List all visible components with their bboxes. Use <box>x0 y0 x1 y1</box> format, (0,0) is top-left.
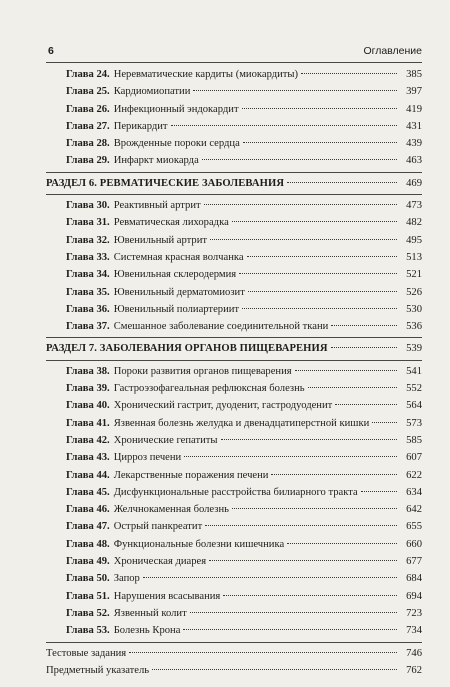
chapter-title: Хроническая диарея <box>113 556 207 568</box>
chapter-label: Глава 52. <box>66 607 110 619</box>
chapter-title: Желчнокаменная болезнь <box>113 504 229 516</box>
chapter-title: Ювенильный артрит <box>113 234 208 246</box>
dot-leader <box>223 594 397 596</box>
chapter-title: Язвенная болезнь желудка и двенадцатиперстной кишки <box>113 417 370 429</box>
toc-chapter-row <box>46 83 422 100</box>
chapter-title: Инфаркт миокарда <box>113 155 199 167</box>
chapter-page: 564 <box>406 400 422 412</box>
chapter-title: Лекарственные поражения печени <box>113 469 269 481</box>
chapter-title: Пороки развития органов пищеварения <box>113 365 292 377</box>
dot-leader <box>287 542 397 544</box>
chapter-page: 431 <box>406 120 422 132</box>
dot-leader <box>204 203 397 205</box>
toc-chapter-row <box>46 484 422 501</box>
toc-section-row <box>46 340 422 357</box>
toc-chapter-row <box>46 397 422 414</box>
section-title: РАЗДЕЛ 7. ЗАБОЛЕВАНИЯ ОРГАНОВ ПИЩЕВАРЕНИЯ <box>46 343 328 355</box>
chapter-page: 536 <box>406 321 422 333</box>
section-page: 539 <box>406 343 422 355</box>
chapter-label: Глава 28. <box>66 138 110 150</box>
dot-leader <box>247 255 397 257</box>
chapter-label: Глава 26. <box>66 103 110 115</box>
section-title: РАЗДЕЛ 6. РЕВМАТИЧЕСКИЕ ЗАБОЛЕВАНИЯ <box>46 177 285 189</box>
dot-leader <box>129 651 397 653</box>
chapter-page: 526 <box>406 286 422 298</box>
chapter-page: 439 <box>406 138 422 150</box>
chapter-page: 684 <box>406 573 422 585</box>
toc-chapter-row <box>46 135 422 152</box>
toc-chapter-row <box>46 380 422 397</box>
toc-chapter-row <box>46 536 422 553</box>
chapter-title: Нарушения всасывания <box>113 590 221 602</box>
dot-leader <box>361 490 397 492</box>
chapter-label: Глава 49. <box>66 556 110 568</box>
dot-leader <box>331 346 397 348</box>
page-number: 6 <box>48 45 54 57</box>
chapter-label: Глава 42. <box>66 434 110 446</box>
chapter-title: Смешанное заболевание соединительной ткани <box>113 321 329 333</box>
toc-chapter-row <box>46 318 422 335</box>
chapter-title: Кардиомиопатии <box>113 86 191 98</box>
chapter-title: Запор <box>113 573 140 585</box>
dot-leader <box>301 72 397 74</box>
dot-leader <box>152 668 397 670</box>
toc-chapter-row <box>46 570 422 587</box>
chapter-label: Глава 37. <box>66 321 110 333</box>
chapter-page: 723 <box>406 607 422 619</box>
chapter-page: 513 <box>406 251 422 263</box>
dot-leader <box>271 473 397 475</box>
chapter-label: Глава 39. <box>66 383 110 395</box>
chapter-page: 419 <box>406 103 422 115</box>
dot-leader <box>232 220 397 222</box>
chapter-title: Функциональные болезни кишечника <box>113 538 285 550</box>
chapter-label: Глава 50. <box>66 573 110 585</box>
chapter-page: 463 <box>406 155 422 167</box>
dot-leader <box>184 455 397 457</box>
toc-section-row <box>46 175 422 192</box>
chapter-page: 521 <box>406 269 422 281</box>
chapter-label: Глава 51. <box>66 590 110 602</box>
toc-chapter-row <box>46 449 422 466</box>
dot-leader <box>183 628 397 630</box>
chapter-title: Хронический гастрит, дуоденит, гастродуоденит <box>113 400 333 412</box>
dot-leader <box>232 507 397 509</box>
chapter-page: 552 <box>406 383 422 395</box>
toc-chapter-row <box>46 284 422 301</box>
toc-chapter-row <box>46 622 422 639</box>
chapter-page: 573 <box>406 417 422 429</box>
dot-leader <box>143 576 397 578</box>
chapter-page: 677 <box>406 556 422 568</box>
toc-chapter-row <box>46 467 422 484</box>
chapter-label: Глава 45. <box>66 486 110 498</box>
dot-leader <box>239 272 397 274</box>
chapter-label: Глава 31. <box>66 217 110 229</box>
chapter-title: Хронические гепатиты <box>113 434 218 446</box>
dot-leader <box>242 307 397 309</box>
toc-chapter-row <box>46 66 422 83</box>
appendix-title: Тестовые задания <box>46 647 127 659</box>
chapter-label: Глава 41. <box>66 417 110 429</box>
chapter-label: Глава 34. <box>66 269 110 281</box>
chapter-title: Цирроз печени <box>113 452 182 464</box>
dot-leader <box>221 438 398 440</box>
dot-leader <box>248 290 397 292</box>
chapter-label: Глава 46. <box>66 504 110 516</box>
chapter-label: Глава 53. <box>66 625 110 637</box>
chapter-page: 585 <box>406 434 422 446</box>
dot-leader <box>193 89 397 91</box>
running-title: Оглавление <box>363 45 422 57</box>
chapter-label: Глава 30. <box>66 200 110 212</box>
chapter-page: 495 <box>406 234 422 246</box>
chapter-title: Перикардит <box>113 120 168 132</box>
chapter-label: Глава 40. <box>66 400 110 412</box>
chapter-label: Глава 27. <box>66 120 110 132</box>
toc-appendix-row <box>46 645 422 662</box>
toc-chapter-row <box>46 249 422 266</box>
chapter-title: Врожденные пороки сердца <box>113 138 240 150</box>
chapter-title: Ювенильный полиартериит <box>113 303 240 315</box>
toc-chapter-row <box>46 415 422 432</box>
toc-chapter-row <box>46 214 422 231</box>
chapter-label: Глава 43. <box>66 452 110 464</box>
chapter-page: 694 <box>406 590 422 602</box>
dot-leader <box>372 421 397 423</box>
chapter-title: Болезнь Крона <box>113 625 181 637</box>
chapter-page: 655 <box>406 521 422 533</box>
chapter-page: 482 <box>406 217 422 229</box>
dot-leader <box>209 559 397 561</box>
chapter-page: 734 <box>406 625 422 637</box>
dot-leader <box>202 158 397 160</box>
toc-chapter-row <box>46 518 422 535</box>
appendix-page: 746 <box>406 647 422 659</box>
dot-leader <box>295 369 397 371</box>
chapter-label: Глава 24. <box>66 69 110 80</box>
toc-chapter-row <box>46 301 422 318</box>
section-rule <box>46 642 422 643</box>
chapter-page: 634 <box>406 486 422 498</box>
chapter-title: Ювенильная склеродермия <box>113 269 237 281</box>
chapter-page: 385 <box>406 69 422 80</box>
chapter-page: 530 <box>406 303 422 315</box>
section-rule <box>46 360 422 361</box>
chapter-label: Глава 32. <box>66 234 110 246</box>
table-of-contents <box>46 66 422 679</box>
section-rule <box>46 194 422 195</box>
section-rule <box>46 337 422 338</box>
toc-chapter-row <box>46 432 422 449</box>
section-rule <box>46 172 422 173</box>
toc-chapter-row <box>46 118 422 135</box>
dot-leader <box>308 386 397 388</box>
dot-leader <box>242 107 397 109</box>
dot-leader <box>331 324 397 326</box>
toc-chapter-row <box>46 101 422 118</box>
chapter-title: Язвенный колит <box>113 607 187 619</box>
toc-chapter-row <box>46 588 422 605</box>
chapter-title: Дисфункциональные расстройства билиарного тракта <box>113 486 358 498</box>
chapter-page: 541 <box>406 365 422 377</box>
toc-chapter-row <box>46 232 422 249</box>
toc-chapter-row <box>46 363 422 380</box>
chapter-label: Глава 38. <box>66 365 110 377</box>
chapter-page: 642 <box>406 504 422 516</box>
chapter-title: Ювенильный дерматомиозит <box>113 286 245 298</box>
dot-leader <box>335 403 397 405</box>
appendix-page: 762 <box>406 664 422 676</box>
toc-chapter-row <box>46 553 422 570</box>
chapter-title: Инфекционный эндокардит <box>113 103 239 115</box>
chapter-title: Реактивный артрит <box>113 200 201 212</box>
toc-chapter-row <box>46 266 422 283</box>
chapter-label: Глава 35. <box>66 286 110 298</box>
toc-chapter-row <box>46 605 422 622</box>
chapter-label: Глава 36. <box>66 303 110 315</box>
chapter-label: Глава 29. <box>66 155 110 167</box>
chapter-title: Гастроэзофагеальная рефлюксная болезнь <box>113 383 305 395</box>
chapter-title: Острый панкреатит <box>113 521 203 533</box>
toc-appendix-row <box>46 662 422 679</box>
chapter-page: 473 <box>406 200 422 212</box>
chapter-title: Неревматические кардиты (миокардиты) <box>113 69 299 80</box>
dot-leader <box>171 124 397 126</box>
toc-chapter-row <box>46 197 422 214</box>
toc-chapter-row <box>46 501 422 518</box>
page-header <box>46 44 422 63</box>
dot-leader <box>205 524 397 526</box>
dot-leader <box>190 611 397 613</box>
appendix-title: Предметный указатель <box>46 664 150 676</box>
dot-leader <box>243 141 397 143</box>
chapter-label: Глава 48. <box>66 538 110 550</box>
chapter-page: 660 <box>406 538 422 550</box>
chapter-label: Глава 25. <box>66 86 110 98</box>
chapter-label: Глава 44. <box>66 469 110 481</box>
chapter-label: Глава 47. <box>66 521 110 533</box>
dot-leader <box>287 181 397 183</box>
toc-chapter-row <box>46 152 422 169</box>
chapter-page: 622 <box>406 469 422 481</box>
chapter-page: 607 <box>406 452 422 464</box>
section-page: 469 <box>406 177 422 189</box>
chapter-page: 397 <box>406 86 422 98</box>
chapter-title: Ревматическая лихорадка <box>113 217 229 229</box>
chapter-title: Системная красная волчанка <box>113 251 244 263</box>
chapter-label: Глава 33. <box>66 251 110 263</box>
dot-leader <box>210 238 397 240</box>
